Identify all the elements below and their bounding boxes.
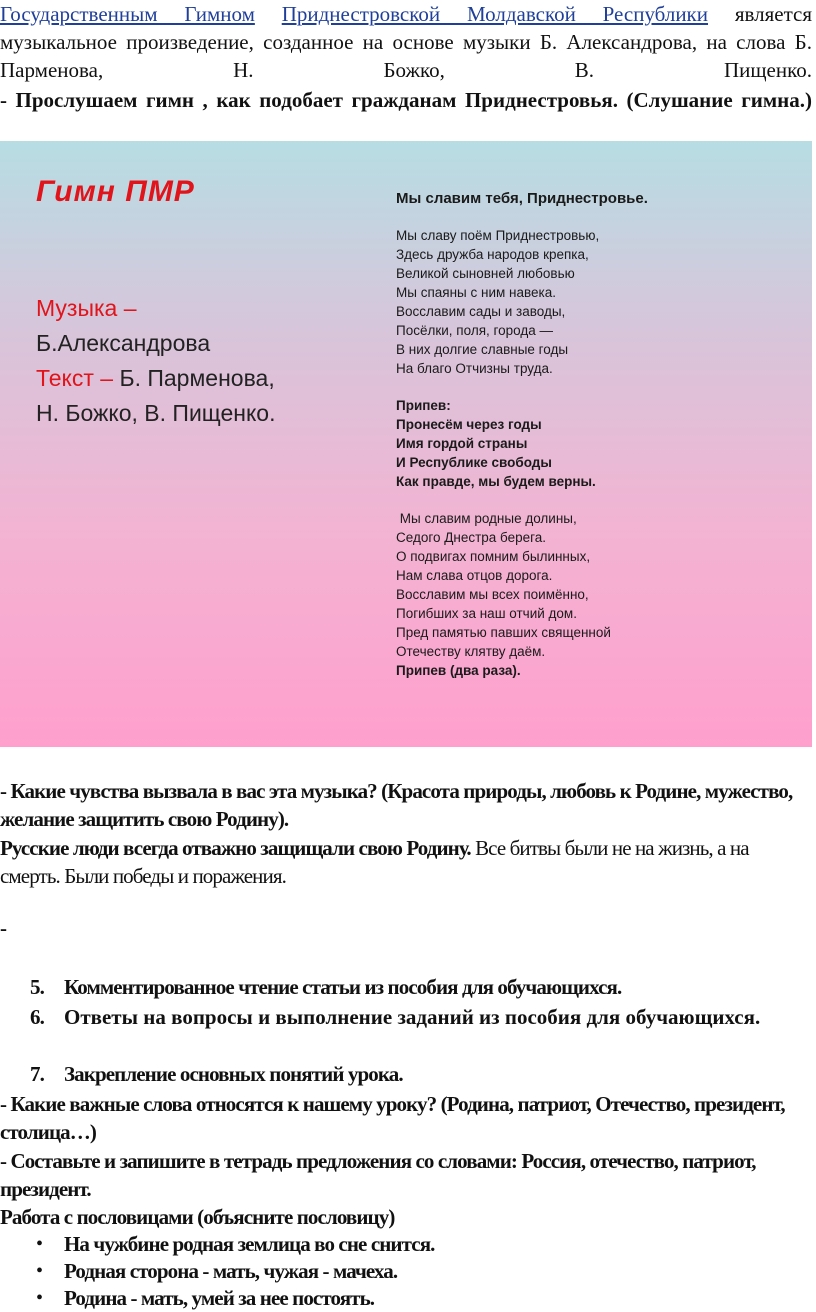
step-number: 5. [30,975,44,999]
intro-paragraph [0,0,812,84]
lyrics-heading: Мы славим тебя, Приднестровье. [396,190,648,207]
chorus-twice: Припев (два раза). [396,663,521,678]
lyric-line: Восславим мы всех поимённо, [396,587,589,602]
dash: - [0,916,7,940]
chorus [396,396,796,491]
russians-paragraph [0,834,812,890]
text-author-1: Б. Парменова, [113,365,275,391]
step-number: 6. [30,1005,44,1029]
step-7-text: Закрепление основных понятий урока. [64,1062,403,1086]
chorus-line: Имя гордой страны [396,436,528,451]
bullet-icon: • [36,1260,44,1282]
step-6-text: Ответы на вопросы и выполнение заданий из пособия для обучающихся. [64,1005,761,1029]
lyric-line: Мы славу поём Приднестровью, [396,228,600,243]
slide-credits [36,291,275,431]
proverb-item: Родная сторона - мать, чужая - мачеха. [64,1259,398,1283]
lyric-line: Седого Днестра берега. [396,530,547,545]
bullet-icon: • [36,1233,44,1255]
verse-2 [396,509,796,680]
listen-instruction: - Прослушаем гимн , как подобает гражданам Приднестровья. (Слушание гимна.) [0,88,812,112]
music-label: Музыка – [36,295,137,321]
lyric-line: О подвигах помним былинных, [396,549,591,564]
lyric-line: В них долгие славные годы [396,342,569,357]
chorus-line: Как правде, мы будем верны. [396,474,596,489]
chorus-line: Пронесём через годы [396,417,542,432]
lyric-line: Посёлки, поля, города — [396,323,553,338]
slide-title: Гимн ПМР [36,175,195,208]
bullet-icon: • [36,1287,44,1309]
lyric-line: Пред памятью павших священной [396,625,611,640]
lyric-line: Погибших за наш отчий дом. [396,606,577,621]
question-important-words: - Какие важные слова относятся к нашему уроку? (Родина, патриот, Отечество, президент, столица…) [0,1092,785,1144]
pmr-link[interactable]: Приднестровской Молдавской Республики [281,2,709,26]
proverbs-intro: Работа с пословицами (объясните пословицу) [0,1205,395,1229]
music-author: Б.Александрова [36,330,211,356]
lyric-line: Великой сыновней любовью [396,266,575,281]
lyric-line: Отечеству клятву даём. [396,644,546,659]
proverb-item: На чужбине родная землица во сне снится. [64,1232,435,1256]
task-write-sentences: - Составьте и запишите в тетрадь предложения со словами: Россия, отечество, патриот, президент. [0,1149,756,1201]
step-5-text: Комментированное чтение статьи из пособия для обучающихся. [64,975,622,999]
text-label: Текст – [36,365,114,391]
intro-text: является музыкальное произведение, созданное на основе музыки Б. Александрова, на слова Б. Парменова, Н. Божко, В. Пищенко. [0,2,813,82]
lyric-line: На благо Отчизны труда. [396,361,553,376]
text-author-2: Н. Божко, В. Пищенко. [36,400,276,426]
verse-1 [396,226,796,378]
question-feelings: - Какие чувства вызвала в вас эта музыка? (Красота природы, любовь к Родине, мужество, желание защитить свою Родину). [0,779,793,831]
step-number: 7. [30,1062,44,1086]
lyric-line: Нам слава отцов дорога. [396,568,553,583]
russians-bold: Русские люди всегда отважно защищали свою Родину. [0,836,471,860]
lyric-line: Мы спаяны с ним навека. [396,285,556,300]
chorus-line: И Республике свободы [396,455,552,470]
lyric-line: Мы славим родные долины, [396,511,577,526]
proverb-item: Родина - мать, умей за нее постоять. [64,1286,375,1310]
anthem-slide [0,141,812,747]
russians-rest: Все битвы были не на жизнь, а на смерть. Были победы и поражения. [0,836,749,888]
anthem-link[interactable]: Государственным Гимном [0,2,255,26]
chorus-line: Припев: [396,398,451,413]
anthem-lyrics [396,189,796,680]
lyric-line: Восславим сады и заводы, [396,304,566,319]
lyric-line: Здесь дружба народов крепка, [396,247,589,262]
